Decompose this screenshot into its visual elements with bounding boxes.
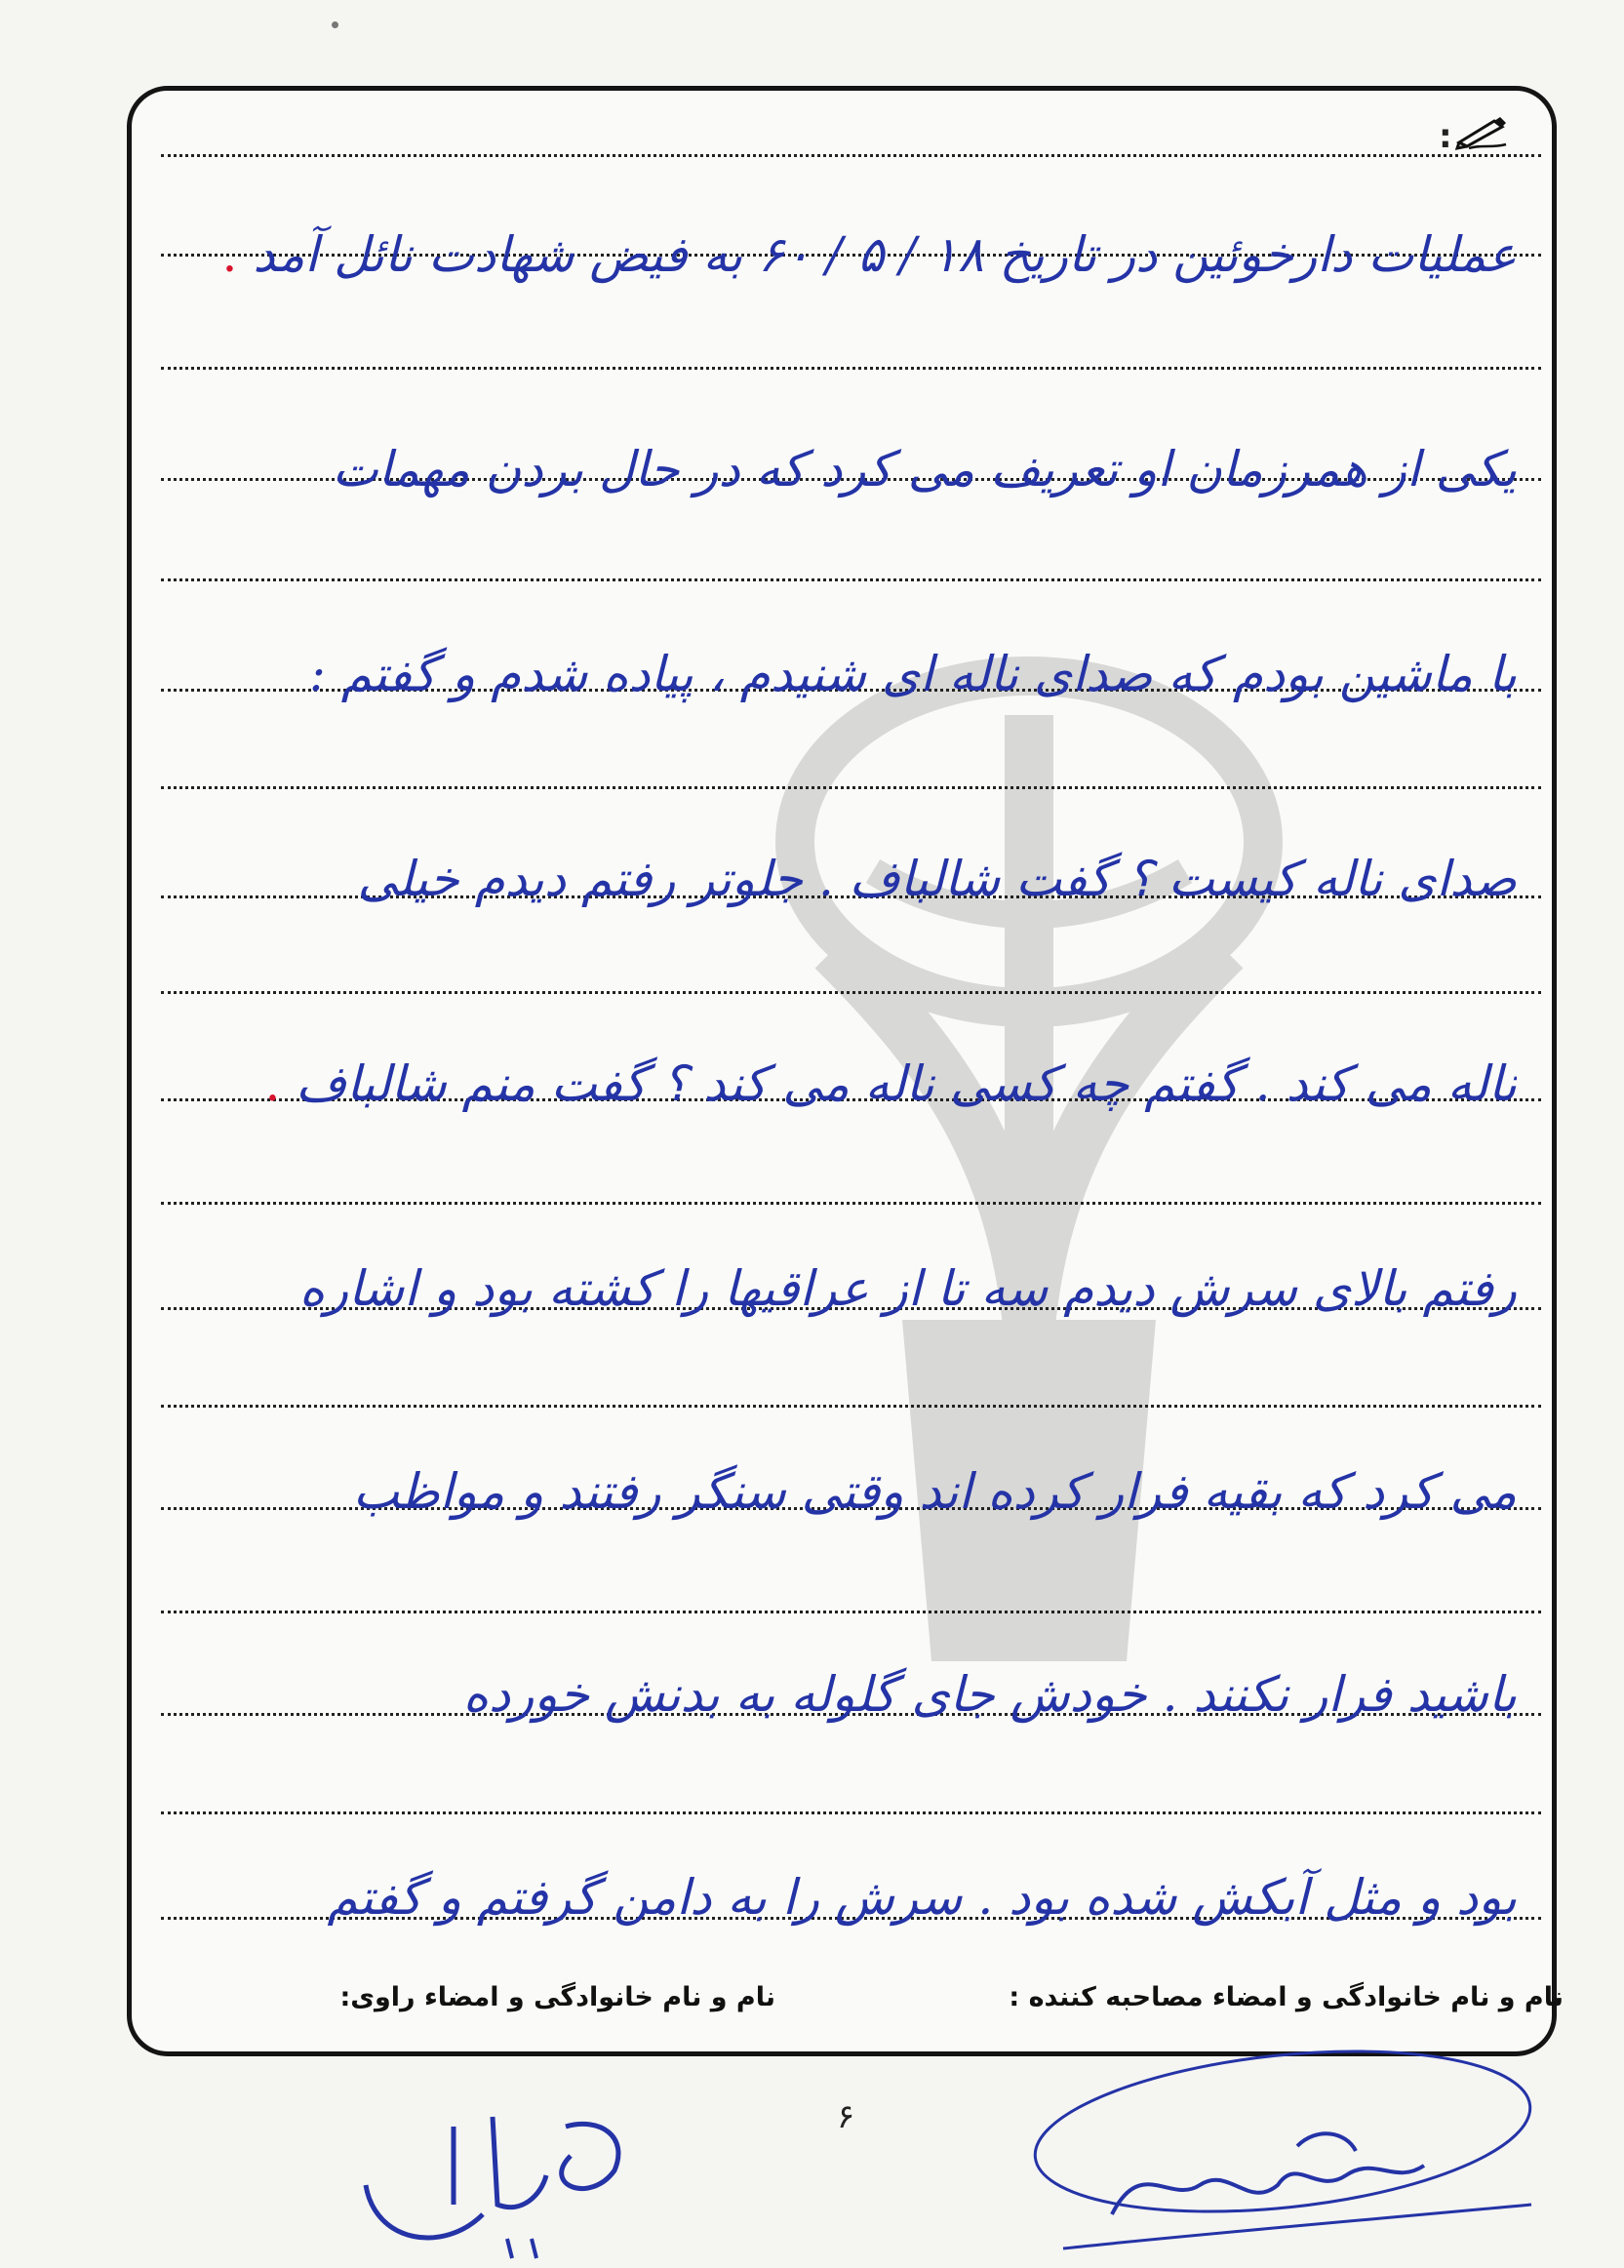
ruled-line <box>161 1405 1541 1408</box>
handwritten-line-9: بود و مثل آبکش شده بود . سرش را به دامن گرفتم و گفتم <box>327 1869 1517 1926</box>
interviewer-signature-label: نام و نام خانوادگی و امضاء مصاحبه کننده : <box>1009 1982 1564 2012</box>
handwritten-line-6: رفتم بالای سرش دیدم سه تا از عراقیها را کشته بود و اشاره <box>298 1260 1517 1317</box>
narrator-signature-label: نام و نام خانوادگی و امضاء راوی: <box>339 1982 775 2012</box>
ruled-line <box>161 991 1541 994</box>
heading-colon: : <box>1439 117 1452 156</box>
red-period-mark: . <box>264 1055 281 1112</box>
dust-speck <box>332 21 338 28</box>
handwritten-line-5: ناله می کند . گفتم چه کسی ناله می کند ؟ گفت منم شالباف . <box>264 1055 1517 1112</box>
interviewer-signature <box>1005 2039 1551 2258</box>
handwritten-line-2: یکی از همرزمان او تعریف می کرد که در حال بردن مهمات <box>332 441 1517 497</box>
page-number: ۶ <box>837 2097 855 2136</box>
handwritten-line-8: باشید فرار نکنند . خودش جای گلوله به بدنش خورده <box>462 1666 1517 1723</box>
ruled-line <box>161 578 1541 581</box>
handwritten-line-1: عملیات دارخوئین در تاریخ ۱۸ / ۵ / ۶۰ به فیض شهادت نائل آمد . <box>221 226 1517 283</box>
handwritten-line-3: با ماشین بودم که صدای ناله ای شنیدم ، پیاده شدم و گفتم : <box>308 646 1517 702</box>
handwritten-line-7: می کرد که بقیه فرار کرده اند وقتی سنگر رفتند و مواظب <box>352 1463 1517 1520</box>
handwritten-line-4: صدای ناله کیست ؟ گفت شالباف . جلوتر رفتم دیدم خیلی <box>357 851 1517 907</box>
ruled-line <box>161 1811 1541 1814</box>
ruled-line <box>161 786 1541 789</box>
emblem-watermark <box>756 637 1302 1710</box>
ruled-line <box>161 1202 1541 1205</box>
red-period-mark: . <box>221 226 238 283</box>
ruled-line <box>161 367 1541 370</box>
pen-writing-icon <box>1455 115 1510 150</box>
ruled-line <box>161 154 1541 157</box>
ruled-line <box>161 1611 1541 1613</box>
narrator-signature <box>337 2058 658 2263</box>
